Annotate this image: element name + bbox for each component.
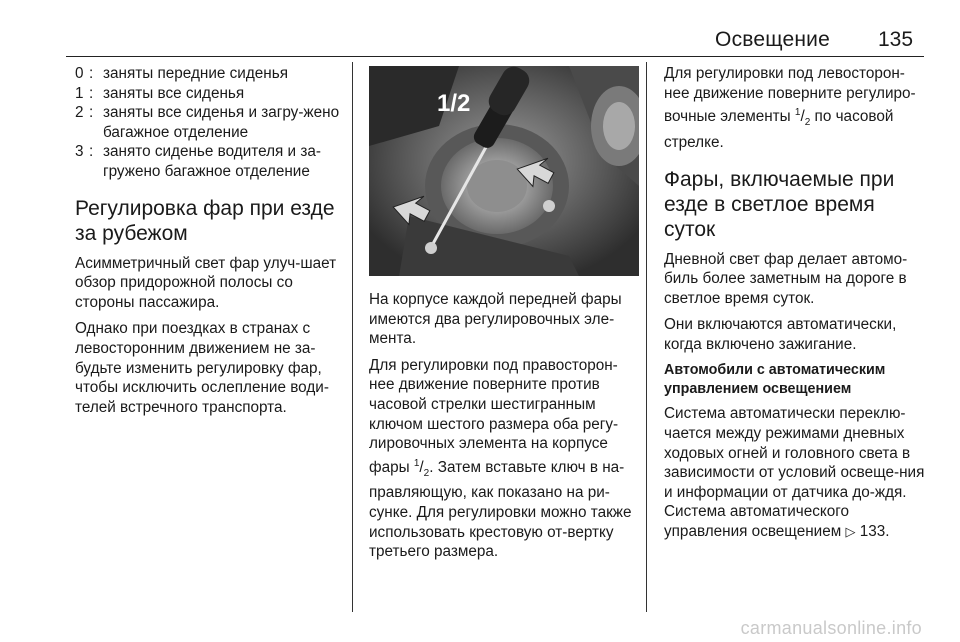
paragraph: Они включаются автоматически, когда включено зажигание. xyxy=(664,316,897,353)
list-item xyxy=(75,64,347,84)
cross-ref-page[interactable]: 133 xyxy=(859,523,886,541)
section-heading-abroad: Регулировка фар при езде за рубежом xyxy=(75,196,335,245)
headlight-adjustment-figure xyxy=(369,66,639,276)
column-left xyxy=(75,64,347,424)
column-divider-1 xyxy=(352,62,353,612)
fraction-denominator: 2 xyxy=(423,467,430,479)
list-item-text: заняты все сиденья и загру-жено багажное отделение xyxy=(103,104,340,141)
paragraph-text: Система автоматически переклю-чается между режимами дневных ходовых огней и головного света в зависимости от условий освеще-ния и информации от датчика до-ждя. Система автоматического управления освещением xyxy=(664,405,925,541)
paragraph: Для регулировки под правосторон-нее движение поверните против часовой стрелки шестигранным ключом шестого размера оба регу-лировочных элемента на корпусе фары $^1/_2$. Затем вставьте ключ в на-правляющую, как показано на ри-сунке. Для регулировки можно также использовать крестовую от-вертку третьего размера. xyxy=(369,356,632,561)
list-item-number: 2 xyxy=(75,104,84,122)
fraction-numerator: 1 xyxy=(794,107,801,119)
fraction-numerator: 1 xyxy=(413,457,420,469)
list-item-colon: : xyxy=(89,104,94,122)
column-right xyxy=(664,64,930,549)
figure-label: 1/2 xyxy=(437,90,471,117)
fraction-denominator: 2 xyxy=(804,117,811,129)
page-number: 135 xyxy=(878,28,914,51)
list-item-colon: : xyxy=(89,84,94,102)
figure-caption: На корпусе каждой передней фары имеются два регулировочных эле-мента. xyxy=(369,291,622,348)
paragraph-text: . Затем вставьте ключ в на-правляющую, как показано на ри-сунке. Для регулировки можно также использовать крестовую от-вертку третьего размера. xyxy=(369,458,632,561)
paragraph-text: по часовой стрелке. xyxy=(664,108,894,151)
paragraph xyxy=(664,404,930,541)
list-item-text: занято сиденье водителя и за-гружено багажное отделение xyxy=(103,143,321,180)
list-item-text: заняты все сиденья xyxy=(103,84,245,102)
seat-load-list xyxy=(75,64,347,182)
section-heading-daytime-lights: Фары, включаемые при езде в светлое время суток xyxy=(664,167,895,241)
paragraph: Для регулировки под левосторон-нее движение поверните регулиро-вочные элементы $^1/_2$ по часовой стрелке. xyxy=(664,65,916,151)
list-item-colon: : xyxy=(89,65,94,82)
list-item-text: заняты передние сиденья xyxy=(103,65,288,82)
paragraph-text: Для регулировки под левосторон-нее движение поверните регулиро-вочные элементы xyxy=(664,65,916,126)
cross-ref-arrow-icon: ▷ xyxy=(845,524,856,540)
headlight-photo-illustration xyxy=(369,66,639,276)
page-header-title: Освещение xyxy=(715,28,830,51)
header-divider xyxy=(66,56,924,57)
paragraph: Дневной свет фар делает автомо-биль более заметным на дороге в светлое время суток. xyxy=(664,250,908,307)
paragraph: Однако при поездках в странах с левосторонним движением не за-будьте изменить регулировку фар, чтобы исключить ослепление води-телей встречного транспорта. xyxy=(75,320,329,416)
list-item xyxy=(75,142,347,181)
list-item-number: 1 xyxy=(75,84,84,102)
column-middle xyxy=(369,66,639,569)
paragraph-text: . xyxy=(885,523,890,541)
column-divider-2 xyxy=(646,62,647,612)
watermark-footer: carmanualsonline.info xyxy=(740,618,922,638)
paragraph-text: Для регулировки под правосторон-нее движение поверните против часовой стрелки шестигранным ключом шестого размера оба регу-лировочных элемента на корпусе фары xyxy=(369,356,619,476)
list-item-number: 3 xyxy=(75,143,84,161)
list-item xyxy=(75,103,347,142)
subheading-auto-lights: Автомобили с автоматическим управлением освещением xyxy=(664,362,886,397)
list-item-number: 0 xyxy=(75,65,84,82)
list-item-colon: : xyxy=(89,143,94,161)
paragraph: Асимметричный свет фар улуч-шает обзор придорожной полосы со стороны пассажира. xyxy=(75,254,337,311)
list-item xyxy=(75,84,347,104)
